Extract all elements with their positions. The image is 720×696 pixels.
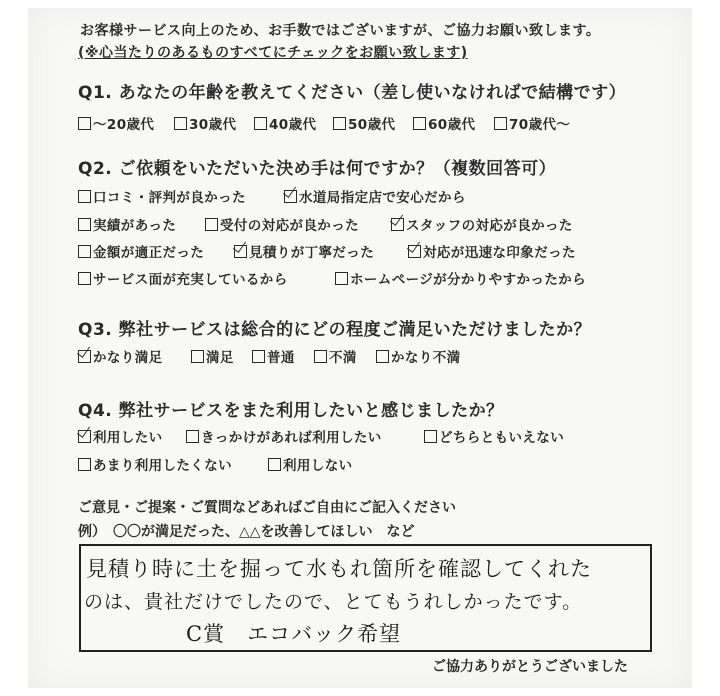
q2-option[interactable] xyxy=(391,214,573,234)
checkbox-checked[interactable] xyxy=(234,245,247,258)
q1-title: Q1. あなたの年齢を教えてください（差し使いなければで結構です） xyxy=(78,83,627,103)
checkbox[interactable] xyxy=(268,458,281,471)
q2-option[interactable] xyxy=(205,214,359,234)
checkbox[interactable] xyxy=(413,117,426,130)
q1-option-label: 〜20歳代 xyxy=(93,117,155,133)
q4-option[interactable] xyxy=(424,426,564,446)
q2-option-label: 実績があった xyxy=(93,218,177,234)
checkbox[interactable] xyxy=(78,245,91,258)
checkbox[interactable] xyxy=(78,218,91,231)
comment-line-3: C賞 エコバック希望 xyxy=(186,622,402,646)
checkbox[interactable] xyxy=(376,350,389,363)
q1-option-label: 40歳代 xyxy=(269,117,317,133)
checkbox[interactable] xyxy=(333,117,346,130)
q1-option-label: 70歳代〜 xyxy=(509,117,571,133)
q1-option[interactable] xyxy=(413,113,475,133)
q2-option[interactable] xyxy=(78,214,176,234)
q3-option[interactable] xyxy=(191,346,234,366)
checkbox[interactable] xyxy=(174,117,187,130)
checkbox[interactable] xyxy=(424,430,437,443)
remarks-example: 例） 〇〇が満足だった、△△を改善してほしい など xyxy=(78,524,415,540)
q2-option-label: 対応が迅速な印象だった xyxy=(423,245,576,261)
q4-option[interactable] xyxy=(268,454,353,474)
q1-option[interactable] xyxy=(333,113,395,133)
q2-option-label: 金額が適正だった xyxy=(93,245,205,261)
checkbox[interactable] xyxy=(252,350,265,363)
checkbox[interactable] xyxy=(78,458,91,471)
q4-option-label: きっかけがあれば利用したい xyxy=(201,430,382,446)
q4-option[interactable] xyxy=(78,426,163,446)
q3-option-label: 不満 xyxy=(329,350,357,366)
q1-option[interactable] xyxy=(174,113,236,133)
checkbox-checked[interactable] xyxy=(78,430,91,443)
checkbox[interactable] xyxy=(335,272,348,285)
q2-option-label: 口コミ・評判が良かった xyxy=(93,190,246,206)
q2-option[interactable] xyxy=(408,241,576,261)
checkbox[interactable] xyxy=(205,218,218,231)
checkbox-checked[interactable] xyxy=(284,190,297,203)
q2-option-label: 受付の対応が良かった xyxy=(220,218,359,234)
q1-option[interactable] xyxy=(78,113,154,133)
checkbox[interactable] xyxy=(314,350,327,363)
q2-option[interactable] xyxy=(78,186,246,206)
q2-option-label: 見積りが丁寧だった xyxy=(249,245,375,261)
intro-line-2: (※心当たりのあるものすべてにチェックをお願い致します) xyxy=(78,45,468,61)
checkbox[interactable] xyxy=(78,117,91,130)
remarks-prompt: ご意見・ご提案・ご質問などあればご自由にご記入ください xyxy=(78,500,456,516)
q3-option-label: かなり満足 xyxy=(93,350,163,366)
q4-title: Q4. 弊社サービスをまた利用したいと感じましたか？ xyxy=(78,401,504,421)
checkbox[interactable] xyxy=(191,350,204,363)
q2-option-label: サービス面が充実しているから xyxy=(93,272,288,288)
q1-option-label: 60歳代 xyxy=(428,117,476,133)
q2-title: Q2. ご依頼をいただいた決め手は何ですか？（複数回答可） xyxy=(78,159,557,179)
checkbox[interactable] xyxy=(494,117,507,130)
comment-line-1: 見積り時に土を掘って水もれ箇所を確認してくれた xyxy=(86,557,592,581)
thanks-message: ご協力ありがとうございました xyxy=(432,659,628,675)
q2-option[interactable] xyxy=(335,268,586,288)
checkbox[interactable] xyxy=(186,430,199,443)
q1-option-label: 50歳代 xyxy=(348,117,396,133)
q2-option[interactable] xyxy=(78,241,204,261)
q1-option-label: 30歳代 xyxy=(189,117,237,133)
checkbox-checked[interactable] xyxy=(408,245,421,258)
q4-option-label: 利用しない xyxy=(283,458,353,474)
checkbox-checked[interactable] xyxy=(391,218,404,231)
checkbox[interactable] xyxy=(78,190,91,203)
q3-option-label: 普通 xyxy=(267,350,295,366)
q3-option-label: 満足 xyxy=(206,350,234,366)
q1-option[interactable] xyxy=(494,113,570,133)
checkbox-checked[interactable] xyxy=(78,350,91,363)
q1-option[interactable] xyxy=(254,113,316,133)
q4-option-label: あまり利用したくない xyxy=(93,458,232,474)
q3-option[interactable] xyxy=(78,346,163,366)
q3-option-label: かなり不満 xyxy=(391,350,461,366)
q4-option-label: どちらともいえない xyxy=(439,430,565,446)
q3-option[interactable] xyxy=(376,346,461,366)
q4-option-label: 利用したい xyxy=(93,430,163,446)
q2-option-label: スタッフの対応が良かった xyxy=(406,218,573,234)
q2-option-label: ホームページが分かりやすかったから xyxy=(350,272,587,288)
q2-option[interactable] xyxy=(234,241,374,261)
q4-option[interactable] xyxy=(78,454,232,474)
q2-option[interactable] xyxy=(284,186,466,206)
q3-title: Q3. 弊社サービスは総合的にどの程度ご満足いただけましたか？ xyxy=(78,320,592,340)
q4-option[interactable] xyxy=(186,426,382,446)
checkbox[interactable] xyxy=(254,117,267,130)
q2-option[interactable] xyxy=(78,268,288,288)
intro-line-1: お客様サービス向上のため、お手数ではございますが、ご協力お願い致します。 xyxy=(80,23,601,39)
comment-line-2: のは、貴社だけでしたので、とてもうれしかったです。 xyxy=(84,591,583,613)
q3-option[interactable] xyxy=(252,346,295,366)
checkbox[interactable] xyxy=(78,272,91,285)
q3-option[interactable] xyxy=(314,346,357,366)
q2-option-label: 水道局指定店で安心だから xyxy=(299,190,466,206)
